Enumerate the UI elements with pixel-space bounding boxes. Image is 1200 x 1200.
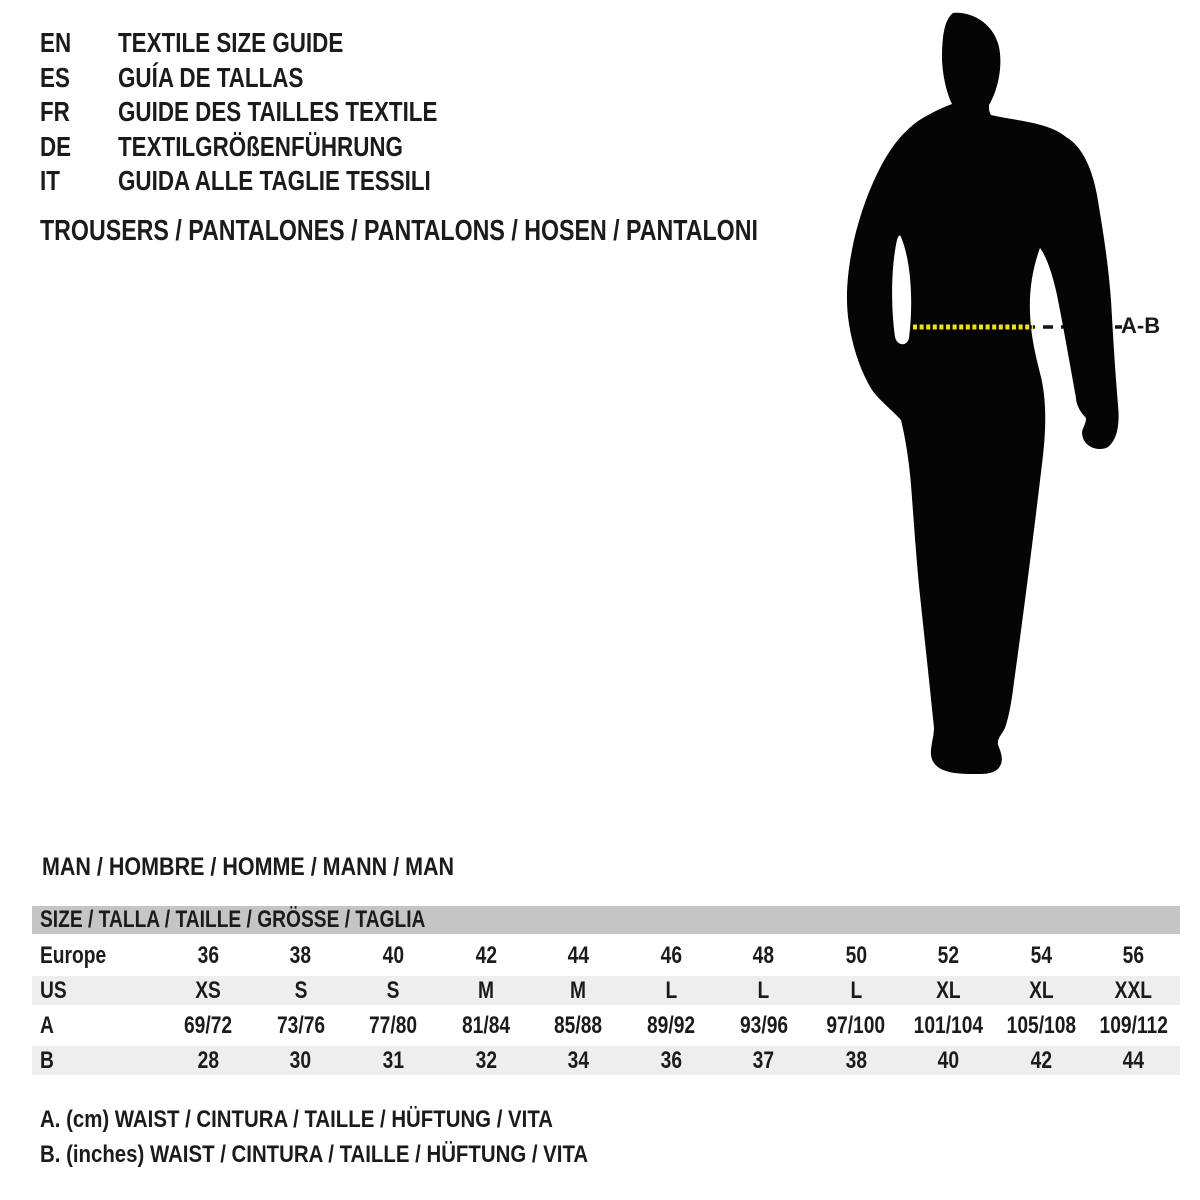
language-title-list (40, 26, 517, 199)
size-figure (820, 0, 1180, 800)
row-label: US (40, 977, 67, 1004)
language-code: FR (40, 96, 70, 128)
guide-title-es: GUÍA DE TALLAS (118, 61, 304, 93)
row-label: Europe (40, 942, 107, 969)
guide-title-de: TEXTILGRÖßENFÜHRUNG (118, 130, 403, 162)
language-row-fr (40, 95, 517, 130)
measure-label-ab: A-B (1121, 313, 1161, 338)
man-silhouette (847, 13, 1119, 774)
row-label: B (40, 1047, 54, 1074)
language-row-es (40, 61, 517, 96)
table-row-a-cm: A 69/72 73/76 77/80 81/84 85/88 89/92 93/96 97/100 101/104 105/108 109/112 (32, 1008, 1180, 1043)
guide-title-it: GUIDA ALLE TAGLIE TESSILI (118, 165, 431, 197)
man-silhouette-figure (820, 0, 1180, 800)
language-code: DE (40, 130, 72, 162)
guide-title-fr: GUIDE DES TAILLES TEXTILE (118, 96, 438, 128)
language-row-de (40, 130, 517, 165)
table-row-b-inches: B 28 30 31 32 34 36 37 38 40 42 44 (32, 1043, 1180, 1078)
product-category-heading: TROUSERS / PANTALONES / PANTALONS / HOSEN / PANTALONI (40, 215, 758, 247)
guide-title-en: TEXTILE SIZE GUIDE (118, 27, 344, 58)
language-row-en (40, 26, 517, 61)
language-code: EN (40, 27, 72, 58)
size-table (32, 906, 1180, 1078)
table-row-europe: Europe 36 38 40 42 44 46 48 50 52 54 56 (32, 938, 1180, 973)
footnote-b-inches: B. (inches) WAIST / CINTURA / TAILLE / HÜFTUNG / VITA (40, 1141, 589, 1168)
language-code: IT (40, 165, 60, 197)
language-code: ES (40, 61, 70, 93)
footnote-a-cm: A. (cm) WAIST / CINTURA / TAILLE / HÜFTUNG / VITA (40, 1106, 554, 1133)
row-label: A (40, 1012, 54, 1039)
gender-heading: MAN / HOMBRE / HOMME / MANN / MAN (42, 853, 455, 881)
table-row-us: US XS S S M M L L L XL XL XXL (32, 973, 1180, 1008)
size-table-header: SIZE / TALLA / TAILLE / GRÖSSE / TAGLIA (32, 906, 1180, 938)
language-row-it (40, 164, 517, 199)
